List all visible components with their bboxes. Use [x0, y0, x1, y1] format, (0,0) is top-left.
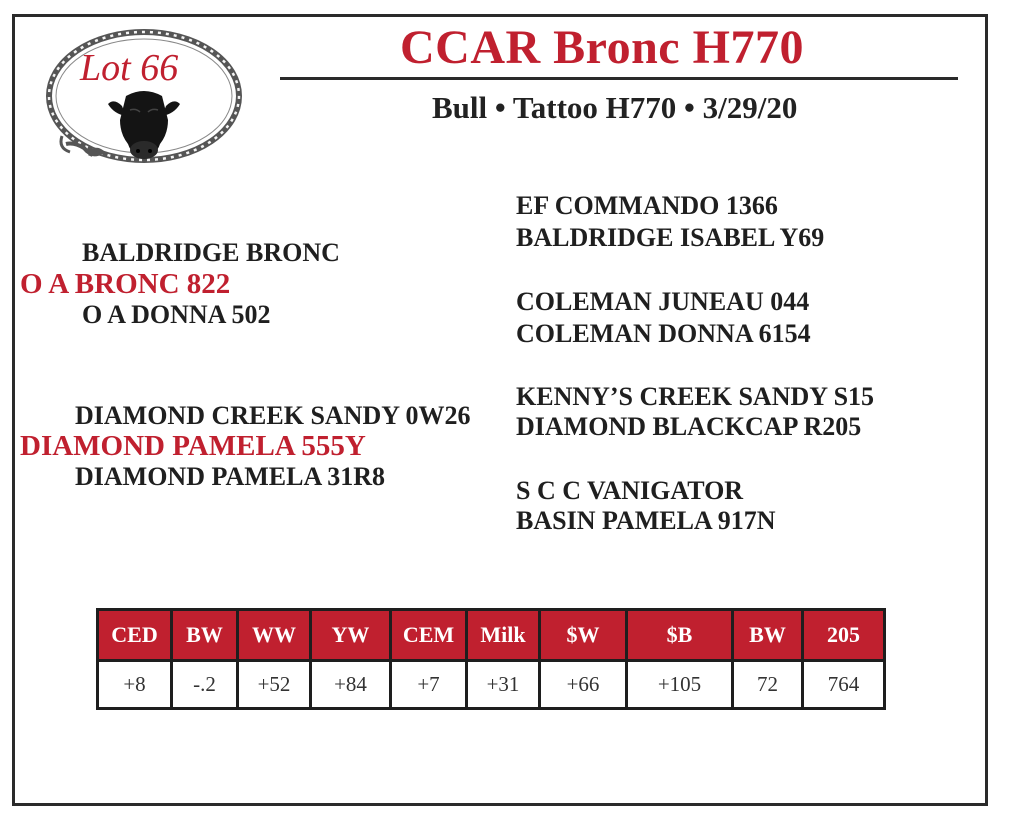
- epd-header-yw: YW: [311, 610, 391, 661]
- epd-header-actual-bw: BW: [733, 610, 803, 661]
- pedigree-dam-sire: DIAMOND CREEK SANDY 0W26: [75, 401, 471, 430]
- epd-value-yw: +84: [311, 661, 391, 709]
- epd-header-cem: CEM: [391, 610, 467, 661]
- lot-logo: [44, 24, 244, 174]
- pedigree-dam-dam: DIAMOND PAMELA 31R8: [75, 462, 386, 491]
- pedigree-sire-dam-dam: COLEMAN DONNA 6154: [516, 319, 811, 348]
- pedigree-dam-sire-dam: DIAMOND BLACKCAP R205: [516, 412, 862, 441]
- pedigree-dam-dam-dam: BASIN PAMELA 917N: [516, 506, 776, 535]
- epd-value-dollar-b: +105: [627, 661, 733, 709]
- animal-name: CCAR Bronc H770: [400, 21, 804, 74]
- animal-subtitle: Bull • Tattoo H770 • 3/29/20: [432, 90, 798, 125]
- epd-value-ww: +52: [238, 661, 311, 709]
- epd-value-row: [98, 661, 885, 709]
- pedigree-dam-sire-sire: KENNY’S CREEK SANDY S15: [516, 382, 875, 411]
- epd-value-bw: -.2: [172, 661, 238, 709]
- epd-header-row: [98, 610, 885, 661]
- pedigree-sire-dam: O A DONNA 502: [82, 300, 271, 329]
- pedigree-dam: DIAMOND PAMELA 555Y: [20, 430, 366, 462]
- title-divider: [280, 77, 958, 80]
- cow-head-icon: [108, 91, 180, 159]
- epd-value-ced: +8: [98, 661, 172, 709]
- epd-header-dollar-w: $W: [540, 610, 627, 661]
- epd-header-bw: BW: [172, 610, 238, 661]
- pedigree-sire: O A BRONC 822: [20, 268, 231, 300]
- epd-value-actual-bw: 72: [733, 661, 803, 709]
- pedigree-sire-sire-sire: EF COMMANDO 1366: [516, 191, 778, 220]
- epd-header-dollar-b: $B: [627, 610, 733, 661]
- epd-header-ced: CED: [98, 610, 172, 661]
- epd-table: [96, 608, 886, 710]
- epd-value-205: 764: [803, 661, 885, 709]
- epd-value-milk: +31: [467, 661, 540, 709]
- pedigree-sire-sire-dam: BALDRIDGE ISABEL Y69: [516, 223, 825, 252]
- pedigree-sire-dam-sire: COLEMAN JUNEAU 044: [516, 287, 810, 316]
- pedigree-dam-dam-sire: S C C VANIGATOR: [516, 476, 744, 505]
- epd-header-205: 205: [803, 610, 885, 661]
- epd-value-cem: +7: [391, 661, 467, 709]
- lot-label: Lot 66: [80, 47, 179, 89]
- epd-header-ww: WW: [238, 610, 311, 661]
- epd-value-dollar-w: +66: [540, 661, 627, 709]
- epd-header-milk: Milk: [467, 610, 540, 661]
- pedigree-sire-sire: BALDRIDGE BRONC: [82, 238, 340, 267]
